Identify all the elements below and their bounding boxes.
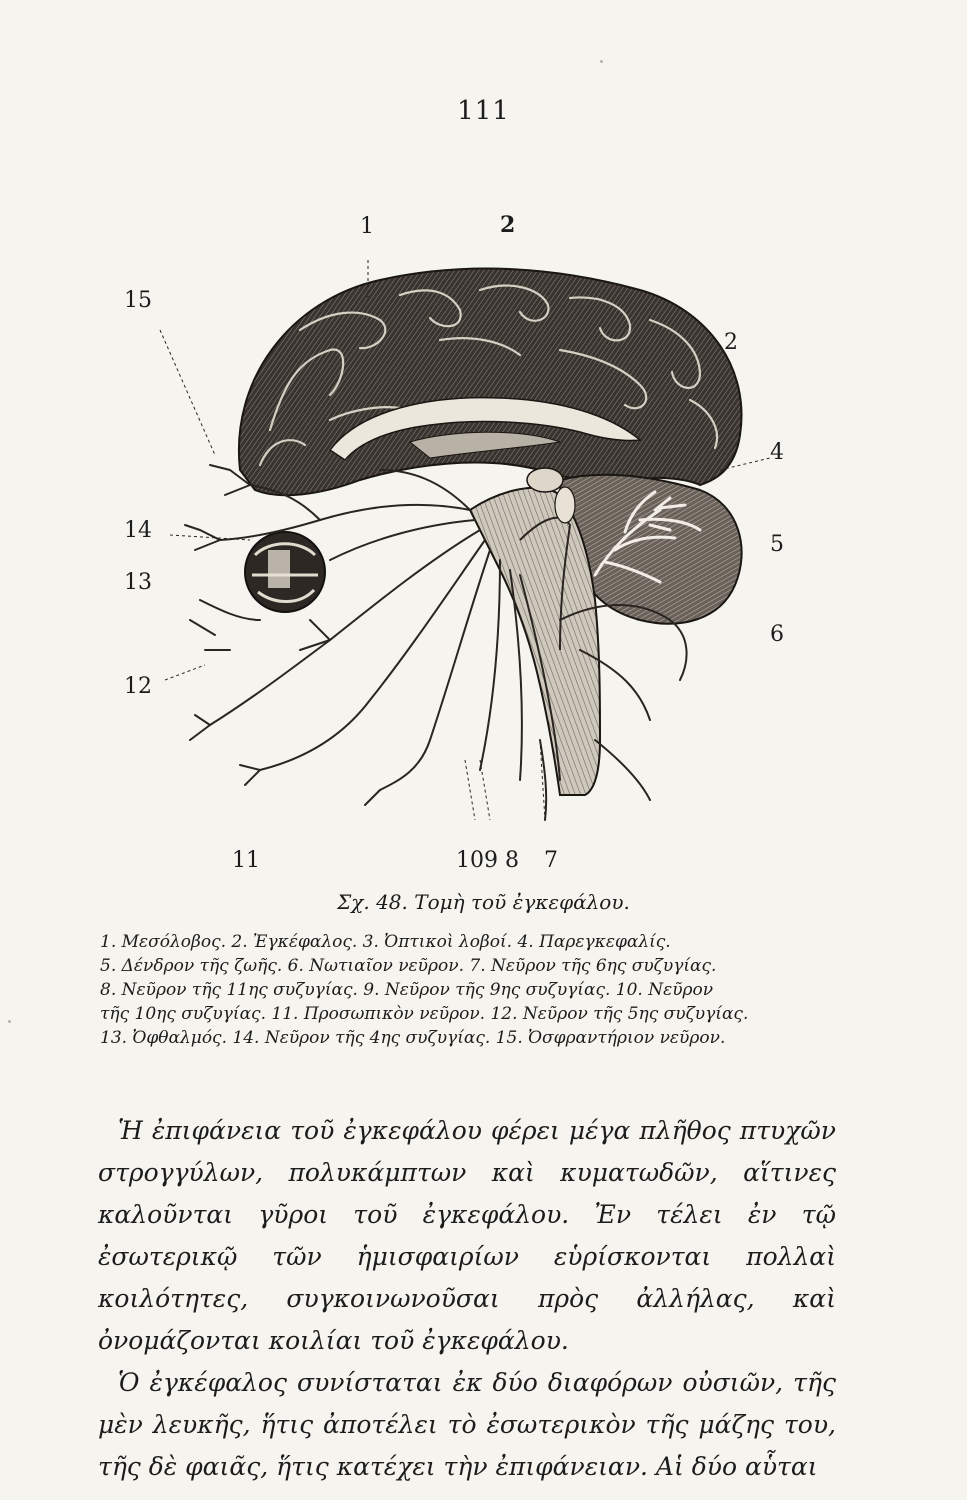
callout-11: 11 <box>232 848 260 873</box>
legend-line: 13. Ὀφθαλμός. 14. Νεῦρον τῆς 4ης συζυγίας. 15. Ὀσφραντήριον νεῦρον. <box>100 1028 726 1048</box>
paper-speck <box>8 1020 11 1023</box>
callout-12: 12 <box>124 674 152 699</box>
callout-15: 15 <box>124 288 152 313</box>
paragraph: Ἡ ἐπιφάνεια τοῦ ἐγκεφάλου φέρει μέγα πλῆθος πτυχῶν στρογγύλων, πολυκάμπτων καὶ κυματωδῶν, αἵτινες καλοῦνται γῦροι τοῦ ἐγκεφάλου. Ἐν τέλει ἐν τῷ ἐσωτερικῷ τῶν ἡμισφαιρίων εὑρίσκονται πολλαὶ κοιλότητες, συγκοινωνοῦσαι πρὸς ἀλλήλας, καὶ ὀνομάζονται κοιλίαι τοῦ ἐγκεφάλου. <box>98 1116 836 1355</box>
figure-caption: Σχ. 48. Τομὴ τοῦ ἐγκεφάλου. <box>337 890 630 914</box>
callout-7: 7 <box>544 848 558 873</box>
callout-2-top: 2 <box>500 212 516 238</box>
body-text <box>98 1110 836 1488</box>
cerebrum <box>239 269 742 496</box>
figure-legend <box>100 930 830 1050</box>
callout-14: 14 <box>124 518 152 543</box>
legend-line: 1. Μεσόλοβος. 2. Ἐγκέφαλος. 3. Ὀπτικοὶ λοβοί. 4. Παρεγκεφαλίς. <box>100 932 671 952</box>
legend-line: 5. Δένδρον τῆς ζωῆς. 6. Νωτιαῖον νεῦρον. 7. Νεῦρον τῆς 6ης συζυγίας. <box>100 956 717 976</box>
paragraph: Ὁ ἐγκέφαλος συνίσταται ἐκ δύο διαφόρων οὐσιῶν, τῆς μὲν λευκῆς, ἥτις ἀποτέλει τὸ ἐσωτερικὸν τῆς μάζης του, τῆς δὲ φαιᾶς, ἥτις κατέχει τὴν ἐπιφάνειαν. Αἱ δύο αὗται <box>98 1368 836 1481</box>
callout-4: 4 <box>770 440 784 465</box>
brainstem <box>470 488 600 795</box>
callout-13: 13 <box>124 570 152 595</box>
paper-speck <box>600 60 603 63</box>
callout-5: 5 <box>770 532 784 557</box>
legend-line: 8. Νεῦρον τῆς 11ης συζυγίας. 9. Νεῦρον τῆς 9ης συζυγίας. 10. Νεῦρον <box>100 980 714 1000</box>
eyeball <box>245 532 325 612</box>
callout-1: 1 <box>360 214 374 239</box>
callout-6: 6 <box>770 622 784 647</box>
legend-line: τῆς 10ης συζυγίας. 11. Προσωπικὸν νεῦρον. 12. Νεῦρον τῆς 5ης συζυγίας. <box>100 1004 749 1024</box>
page-number: 111 <box>457 96 510 126</box>
callout-10-9-8: 109 8 <box>456 848 519 873</box>
callout-2-right: 2 <box>724 330 738 355</box>
